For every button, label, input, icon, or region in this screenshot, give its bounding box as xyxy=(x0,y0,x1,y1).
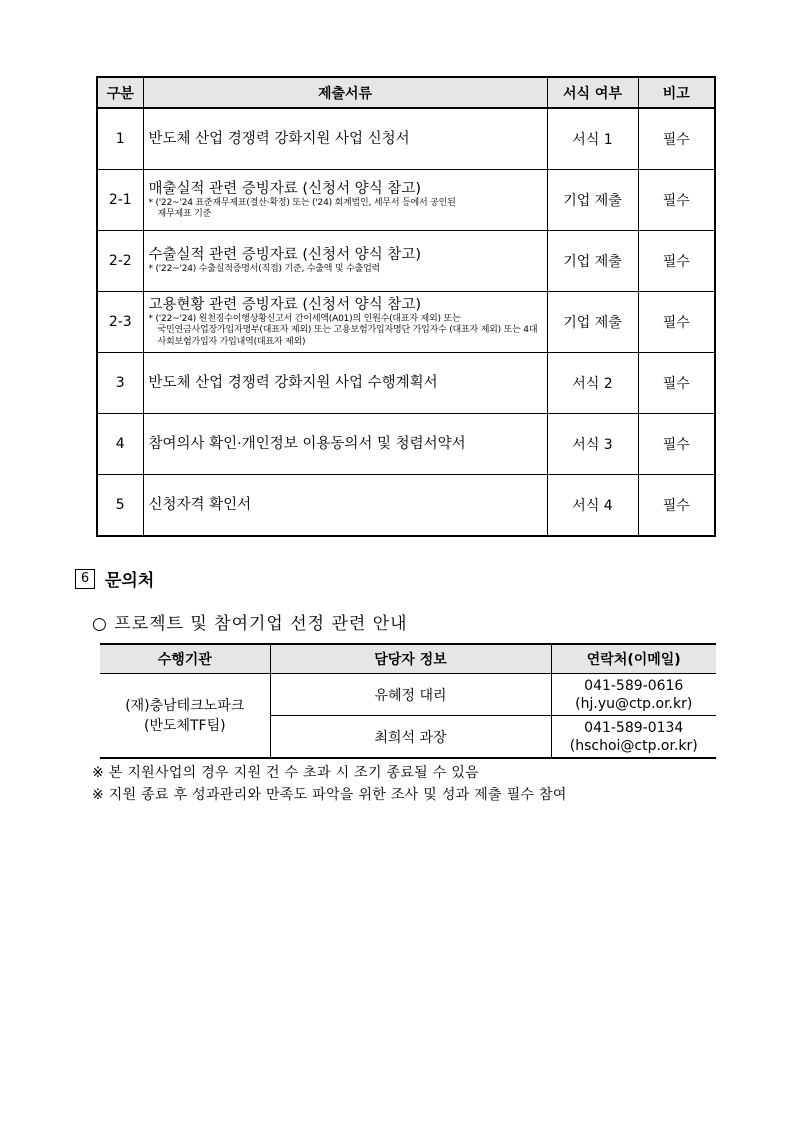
remark: 필수 xyxy=(638,475,715,537)
organization xyxy=(100,674,270,759)
email-address: (hschoi@ctp.or.kr) xyxy=(569,737,698,754)
document-title: 매출실적 관련 증빙자료 (신청서 양식 참고) xyxy=(148,180,421,197)
document-name xyxy=(143,231,547,292)
document-note: * ('22~'24) 수출실적증명서(직접) 기준, 수출액 및 수출업력 xyxy=(148,264,381,275)
remark: 필수 xyxy=(638,108,715,170)
form-type: 서식 3 xyxy=(547,414,638,475)
contact-header-row xyxy=(100,644,716,674)
document-name xyxy=(143,292,547,353)
form-type: 서식 2 xyxy=(547,353,638,414)
header-form: 서식 여부 xyxy=(547,77,638,108)
note-line: ※ 본 지원사업의 경우 지원 건 수 초과 시 조기 종료될 수 있음 xyxy=(92,765,479,781)
document-title: 참여의사 확인·개인정보 이용동의서 및 청렴서약서 xyxy=(148,436,466,452)
table-row xyxy=(97,414,715,475)
organization-team: (반도체TF팀) xyxy=(143,717,226,734)
contact-info xyxy=(551,716,716,759)
document-title: 반도체 산업 경쟁력 강화지원 사업 신청서 xyxy=(148,131,410,147)
form-type: 기업 제출 xyxy=(547,170,638,231)
row-number: 2-3 xyxy=(97,292,143,353)
document-note: * ('22~'24 표준재무제표(결산·확정) 또는 ('24) 회계법인, 세무서 등에서 공인된 xyxy=(148,197,456,208)
document-name xyxy=(143,353,547,414)
phone-number: 041-589-0616 xyxy=(584,677,684,694)
header-remark: 비고 xyxy=(638,77,715,108)
row-number: 3 xyxy=(97,353,143,414)
notes xyxy=(92,762,567,806)
contact-person: 최희석 과장 xyxy=(270,716,551,759)
contact-row xyxy=(100,674,716,716)
document-note-continued: 국민연금사업장가입자명부(대표자 제외) 또는 고용보험가입자명단 가입자수 (대표자 제외) 또는 4대 사회보험가입자 가입내역(대표자 제외) xyxy=(157,325,538,347)
section-number: 6 xyxy=(75,569,95,589)
contact-info xyxy=(551,674,716,716)
document-title: 수출실적 관련 증빙자료 (신청서 양식 참고) xyxy=(148,247,421,264)
remark: 필수 xyxy=(638,292,715,353)
table-row xyxy=(97,292,715,353)
remark: 필수 xyxy=(638,231,715,292)
header-contact-person: 담당자 정보 xyxy=(270,644,551,674)
row-number: 5 xyxy=(97,475,143,537)
document-name xyxy=(143,108,547,170)
remark: 필수 xyxy=(638,170,715,231)
table-header-row xyxy=(97,77,715,108)
document-note-continued: 재무제표 기준 xyxy=(157,209,212,219)
phone-number: 041-589-0134 xyxy=(584,719,684,736)
email-address: (hj.yu@ctp.or.kr) xyxy=(575,695,693,712)
document-name xyxy=(143,475,547,537)
form-type: 서식 1 xyxy=(547,108,638,170)
section-heading xyxy=(75,566,154,591)
document-note: * ('22~'24) 원천징수이행상황신고서 간이세액(A01)의 인원수(대표자 제외) 또는 xyxy=(148,313,461,324)
row-number: 1 xyxy=(97,108,143,170)
subheading: ○ 프로젝트 및 참여기업 선정 관련 안내 xyxy=(92,614,408,634)
table-row xyxy=(97,475,715,537)
row-number: 2-1 xyxy=(97,170,143,231)
document-title: 반도체 산업 경쟁력 강화지원 사업 수행계획서 xyxy=(148,375,438,391)
submission-documents-table xyxy=(96,76,716,537)
form-type: 기업 제출 xyxy=(547,231,638,292)
table-row xyxy=(97,108,715,170)
contact-person: 유혜정 대리 xyxy=(270,674,551,716)
header-category: 구분 xyxy=(97,77,143,108)
row-number: 4 xyxy=(97,414,143,475)
organization-name: (재)충남테크노파크 xyxy=(125,697,245,714)
form-type: 서식 4 xyxy=(547,475,638,537)
table-row xyxy=(97,353,715,414)
header-documents: 제출서류 xyxy=(143,77,547,108)
header-phone-email: 연락처(이메일) xyxy=(551,644,716,674)
note-line: ※ 지원 종료 후 성과관리와 만족도 파악을 위한 조사 및 성과 제출 필수 참여 xyxy=(92,787,567,803)
section-title: 문의처 xyxy=(105,571,155,591)
remark: 필수 xyxy=(638,353,715,414)
row-number: 2-2 xyxy=(97,231,143,292)
header-organization: 수행기관 xyxy=(100,644,270,674)
table-row xyxy=(97,170,715,231)
form-type: 기업 제출 xyxy=(547,292,638,353)
document-title: 고용현황 관련 증빙자료 (신청서 양식 참고) xyxy=(148,296,421,313)
table-row xyxy=(97,231,715,292)
document-name xyxy=(143,170,547,231)
document-title: 신청자격 확인서 xyxy=(148,497,252,513)
document-name xyxy=(143,414,547,475)
remark: 필수 xyxy=(638,414,715,475)
contact-table xyxy=(100,643,716,759)
